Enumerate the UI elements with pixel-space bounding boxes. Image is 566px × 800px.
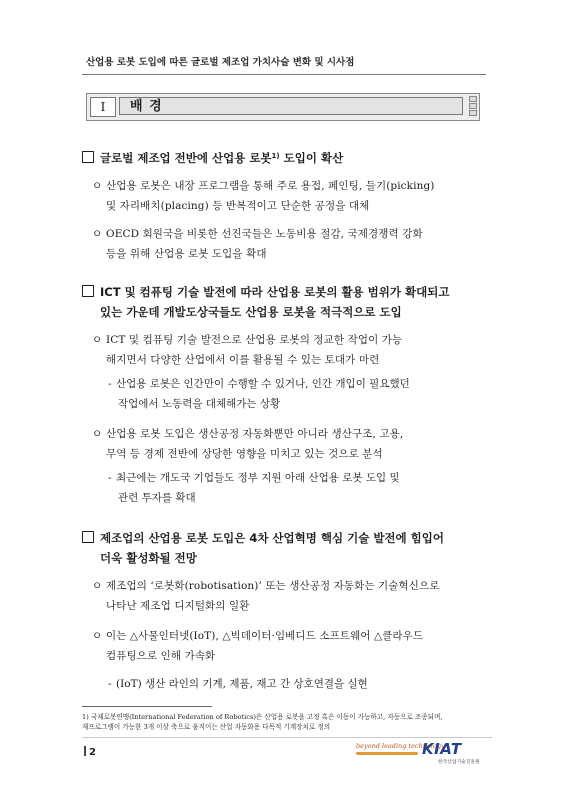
footnote-ref: 1) [271,152,280,160]
checkbox-square-icon [82,151,94,163]
heading-3-text: 제조업의 산업용 로봇 도입은 4차 산업혁명 핵심 기술 발전에 힘입어 [100,531,444,545]
bullet-text: 산업용 로봇 도입은 생산공정 자동화뿐만 아니라 생산구조, 고용, [106,428,404,440]
page-bar-icon [84,746,86,756]
bullet-text: 이는 △사물인터넷(IoT), △빅데이터·임베디드 소프트웨어 △클라우드 [106,630,424,642]
bullet-item [92,424,490,464]
section-number: I [90,97,116,117]
bullet-text-cont: 및 자리배치(placing) 등 반복적이고 단순한 공정을 대체 [106,200,370,212]
dash-text-cont: 관련 투자를 확대 [118,492,196,504]
footnote [82,712,492,732]
dash-text: 최근에는 개도국 기업들도 정부 지원 아래 산업용 로봇 도입 및 [116,472,400,484]
circle-bullet-marker: ㅇ [92,228,103,240]
dash-item [108,674,490,694]
bullet-text: OECD 회원국을 비롯한 선진국들은 노동비용 절감, 국제경쟁력 강화 [106,228,423,240]
dash-text: 산업용 로봇은 인간만이 수행할 수 있거나, 인간 개입이 필요했던 [116,378,410,390]
logo-swoosh-icon [356,752,418,755]
circle-bullet-marker: ㅇ [92,180,103,192]
heading-2-text-cont: 있는 가운데 개발도상국들도 산업용 로봇을 적극적으로 도입 [100,305,402,319]
footnote-rule [82,706,212,707]
dash-marker: - [108,678,112,690]
checkbox-square-icon [82,285,94,297]
logo-tagline: beyond leading technology [356,742,445,750]
heading-3 [82,528,492,568]
heading-1 [82,146,492,168]
dash-item [108,374,490,414]
logo-mark: KIAT [422,740,462,758]
header-rule [82,74,486,75]
circle-bullet-marker: ㅇ [92,428,103,440]
heading-3-text-cont: 더욱 활성화될 전망 [100,551,197,565]
bullet-text-cont: 무역 등 경제 전반에 상당한 영향을 미치고 있는 것으로 분석 [106,448,383,460]
bullet-text-cont: 등을 위해 산업용 로봇 도입을 확대 [106,248,267,260]
bullet-item [92,330,490,370]
footnote-line: 1) 국제로봇연맹(International Federation of Robotics)은 산업용 로봇을 고정 혹은 이동이 가능하고, 자동으로 조종되며, [82,713,443,721]
section-title: 배 경 [119,97,463,115]
section-heading-box [86,93,480,121]
circle-bullet-marker: ㅇ [92,580,103,592]
footer-rule [82,737,492,738]
heading-1-text: 글로벌 제조업 전반에 산업용 로봇 [100,151,272,165]
circle-bullet-marker: ㅇ [92,630,103,642]
kiat-logo [356,740,492,766]
bullet-text-cont: 해지면서 다양한 산업에서 이를 활용될 수 있는 토대가 마련 [106,354,380,366]
dash-text-cont: 작업에서 노동력을 대체해가는 상황 [118,398,281,410]
bullet-item [92,626,490,666]
bullet-text-cont: 나타난 제조업 디지털화의 일환 [106,600,250,612]
dash-marker: - [108,378,112,390]
dash-item [108,468,490,508]
dash-text: (IoT) 생산 라인의 기계, 제품, 재고 간 상호연결을 실현 [116,678,368,690]
bullet-item [92,176,490,216]
heading-2-text: ICT 및 컴퓨팅 기술 발전에 따라 산업용 로봇의 활용 범위가 확대되고 [100,285,450,299]
dash-marker: - [108,472,112,484]
bullet-text: ICT 및 컴퓨팅 기술 발전으로 산업용 로봇의 정교한 작업이 가능 [106,334,403,346]
page-number [84,746,96,758]
footnote-line: 재프로그램이 가능한 3개 이상 축으로 움직이는 산업 자동화용 다목적 기계장치로 정의 [82,723,331,731]
bullet-text: 제조업의 ‘로봇화(robotisation)’ 또는 생산공정 자동화는 기술혁신으로 [106,580,440,592]
heading-2 [82,282,492,322]
bullet-text-cont: 컴퓨팅으로 인해 가속화 [106,650,216,662]
logo-org-name: 한국산업기술진흥원 [438,760,480,765]
section-box-decoration [469,96,477,116]
checkbox-square-icon [82,531,94,543]
page-number-text: 2 [89,747,96,758]
bullet-text: 산업용 로봇은 내장 프로그램을 통해 주로 용접, 페인팅, 들기(picking) [106,180,435,192]
bullet-item [92,224,490,264]
bullet-item [92,576,490,616]
circle-bullet-marker: ㅇ [92,334,103,346]
running-header-title: 산업용 로봇 도입에 따른 글로벌 제조업 가치사슬 변화 및 시사점 [86,57,355,68]
heading-1-tail: 도입이 확산 [279,151,344,165]
